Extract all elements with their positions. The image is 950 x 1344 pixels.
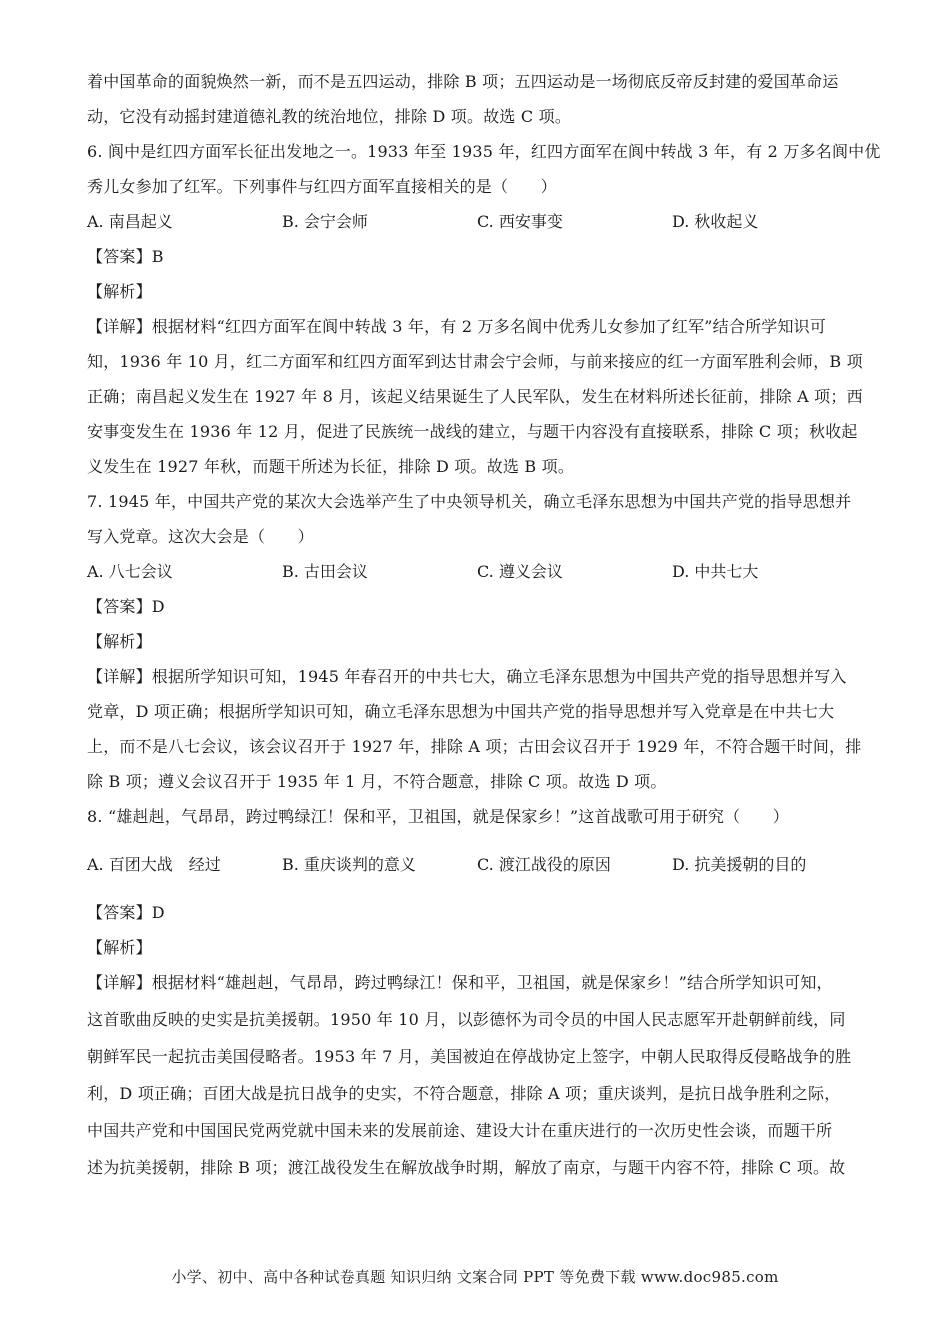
detail-line: 安事变发生在 1936 年 12 月，促进了民族统一战线的建立，与题干内容没有直接联系，排除 C 项；秋收起 [87, 422, 858, 441]
options-row [87, 560, 867, 584]
question-stem-line: 秀儿女参加了红军。下列事件与红四方面军直接相关的是（ ） [87, 177, 557, 196]
detail-line: 除 B 项；遵义会议召开于 1935 年 1 月，不符合题意，排除 C 项。故选 D 项。 [87, 772, 667, 791]
analysis-label: 【解析】 [87, 282, 152, 301]
answer-label: 【答案】B [87, 247, 164, 266]
question-stem-line: 写入党章。这次大会是（ ） [87, 527, 314, 546]
option-a: A. 南昌起义 [87, 212, 173, 231]
page-content [87, 70, 881, 1180]
detail-line: 【详解】根据所学知识可知，1945 年春召开的中共七大，确立毛泽东思想为中国共产党的指导思想并写入 [87, 667, 847, 686]
option-a: A. 八七会议 [87, 562, 173, 581]
options-row [87, 853, 867, 877]
question-stem-line: 7. 1945 年，中国共产党的某次大会选举产生了中央领导机关，确立毛泽东思想为中国共产党的指导思想并 [87, 492, 852, 511]
detail-line: 正确；南昌起义发生在 1927 年 8 月，该起义结果诞生了人民军队，发生在材料所述长征前，排除 A 项；西 [87, 387, 863, 406]
detail-line: 党章，D 项正确；根据所学知识可知，确立毛泽东思想为中国共产党的指导思想并写入党章是在中共七大 [87, 702, 835, 721]
option-b: B. 会宁会师 [282, 212, 368, 231]
detail-line: 上，而不是八七会议，该会议召开于 1927 年，排除 A 项；古田会议召开于 1929 年，不符合题干时间，排 [87, 737, 862, 756]
question-stem-line: 8. “雄赳赳，气昂昂，跨过鸭绿江！保和平，卫祖国，就是保家乡！”这首战歌可用于研究（ ） [87, 807, 789, 826]
option-d: D. 中共七大 [672, 562, 759, 581]
detail-line: 利，D 项正确；百团大战是抗日战争的史实，不符合题意，排除 A 项；重庆谈判，是抗日战争胜利之际， [87, 1084, 841, 1103]
option-b: B. 古田会议 [282, 562, 368, 581]
analysis-label: 【解析】 [87, 632, 152, 651]
detail-line: 【详解】根据材料“红四方面军在阆中转战 3 年，有 2 万多名阆中优秀儿女参加了红军”结合所学知识可 [87, 317, 827, 336]
question-stem-line: 6. 阆中是红四方面军长征出发地之一。1933 年至 1935 年，红四方面军在阆中转战 3 年，有 2 万多名阆中优 [87, 142, 881, 161]
detail-line: 义发生在 1927 年秋，而题干所述为长征，排除 D 项。故选 B 项。 [87, 457, 575, 476]
answer-label: 【答案】D [87, 597, 165, 616]
option-b: B. 重庆谈判的意义 [282, 855, 416, 874]
question-7 [87, 490, 867, 794]
analysis-label: 【解析】 [87, 938, 152, 957]
detail-line: 【详解】根据材料“雄赳赳，气昂昂，跨过鸭绿江！保和平，卫祖国，就是保家乡！”结合所学知识可知， [87, 973, 833, 992]
option-a: A. 百团大战 经过 [87, 855, 221, 874]
intro-line: 动，它没有动摇封建道德礼教的统治地位，排除 D 项。故选 C 项。 [87, 107, 572, 126]
detail-line: 述为抗美援朝，排除 B 项；渡江战役发生在解放战争时期，解放了南京，与题干内容不符，排除 C 项。故 [87, 1158, 846, 1177]
option-d: D. 抗美援朝的目的 [672, 855, 807, 874]
detail-line: 朝鲜军民一起抗击美国侵略者。1953 年 7 月，美国被迫在停战协定上签字，中朝人民取得反侵略战争的胜 [87, 1047, 852, 1066]
answer-label: 【答案】D [87, 903, 165, 922]
detail-line: 知，1936 年 10 月，红二方面军和红四方面军到达甘肃会宁会师，与前来接应的红一方面军胜利会师，B 项 [87, 352, 863, 371]
option-d: D. 秋收起义 [672, 212, 759, 231]
detail-line: 这首歌曲反映的史实是抗美援朝。1950 年 10 月，以彭德怀为司令员的中国人民志愿军开赴朝鲜前线，同 [87, 1010, 846, 1029]
question-6 [87, 140, 881, 479]
option-c: C. 西安事变 [477, 212, 563, 231]
detail-line: 中国共产党和中国国民党两党就中国未来的发展前途、建设大计在重庆进行的一次历史性会谈，而题干所 [87, 1121, 833, 1140]
intro-paragraph [87, 70, 867, 129]
options-row [87, 210, 867, 234]
page-footer: 小学、初中、高中各种试卷真题 知识归纳 文案合同 PPT 等免费下载 www.doc985.com [171, 1268, 779, 1286]
option-c: C. 渡江战役的原因 [477, 855, 611, 874]
intro-line: 着中国革命的面貌焕然一新，而不是五四运动，排除 B 项；五四运动是一场彻底反帝反封建的爱国革命运 [87, 72, 839, 91]
question-8 [87, 805, 867, 1180]
option-c: C. 遵义会议 [477, 562, 563, 581]
